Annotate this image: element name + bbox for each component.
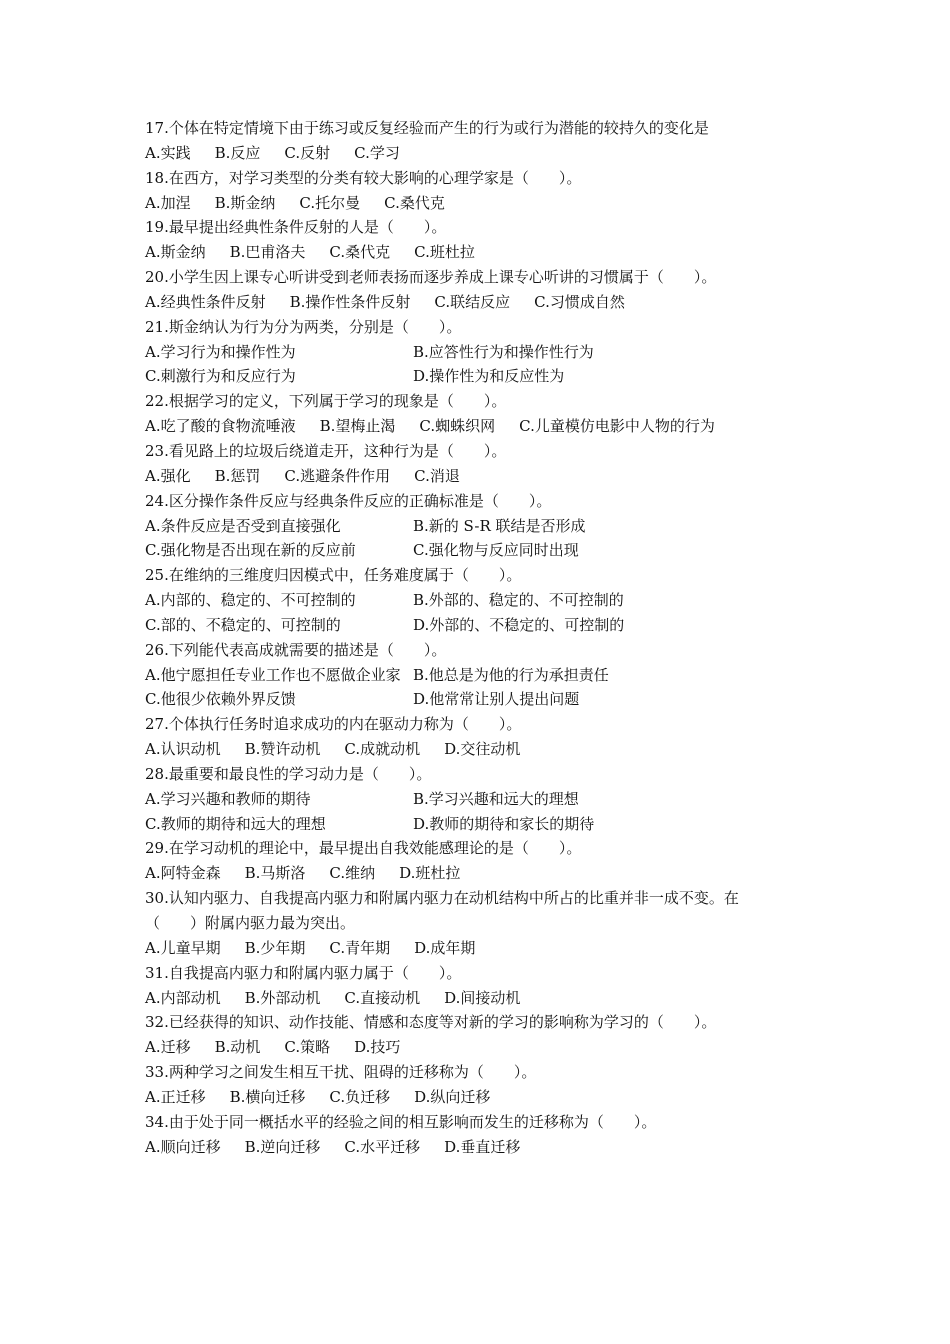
answer-option: B.巴甫洛夫 — [229, 243, 306, 262]
question-item — [145, 836, 815, 886]
answer-option: B.动机 — [214, 1038, 261, 1057]
option-row — [145, 464, 815, 489]
answer-option: A.迁移 — [145, 1038, 191, 1057]
answer-option: C.儿童模仿电影中人物的行为 — [519, 417, 715, 436]
question-stem: 19.最早提出经典性条件反射的人是（ ）。 — [145, 218, 447, 237]
question-item — [145, 1060, 815, 1110]
answer-option: C.学习 — [354, 143, 400, 162]
answer-option: B.逆向迁移 — [244, 1137, 321, 1156]
option-row — [145, 936, 815, 961]
option-row — [145, 1035, 815, 1060]
question-item — [145, 638, 815, 713]
option-row — [145, 141, 815, 166]
question-stem: 28.最重要和最良性的学习动力是（ ）。 — [145, 764, 432, 783]
option-row — [145, 191, 815, 216]
answer-option: A.经典性条件反射 — [145, 292, 266, 311]
answer-option: C.青年期 — [329, 938, 391, 957]
answer-option: D.技巧 — [354, 1038, 401, 1057]
question-stem: （ ）附属内驱力最为突出。 — [145, 914, 356, 932]
answer-option: B.斯金纳 — [214, 193, 276, 212]
question-stem: 21.斯金纳认为行为分为两类，分别是（ ）。 — [145, 317, 462, 336]
question-list — [145, 116, 815, 1159]
question-stem: 26.下列能代表高成就需要的描述是（ ）。 — [145, 640, 447, 659]
answer-option: C.反射 — [284, 143, 331, 162]
question-stem: 22.根据学习的定义，下列属于学习的现象是（ ）。 — [145, 392, 507, 411]
question-item — [145, 712, 815, 762]
question-item — [145, 116, 815, 166]
question-stem: 18.在西方，对学习类型的分类有较大影响的心理学家是（ ）。 — [145, 168, 582, 187]
question-stem: 30.认知内驱力、自我提高内驱力和附属内驱力在动机结构中所占的比重并非一成不变。在 — [145, 889, 739, 908]
answer-option: C.部的、不稳定的、可控制的 — [145, 615, 341, 634]
answer-option: A.正迁移 — [145, 1087, 206, 1106]
question-stem: 24.区分操作条件反应与经典条件反应的正确标准是（ ）。 — [145, 491, 552, 510]
answer-option: D.操作性为和反应性为 — [413, 367, 565, 386]
answer-option: D.班杜拉 — [399, 864, 461, 883]
answer-option: A.阿特金森 — [145, 864, 221, 883]
option-row — [145, 588, 815, 613]
question-item — [145, 389, 815, 439]
answer-option: C.消退 — [414, 466, 460, 485]
option-row — [145, 787, 815, 812]
question-item — [145, 489, 815, 564]
answer-option: C.教师的期待和远大的理想 — [145, 814, 326, 833]
answer-option: C.逃避条件作用 — [284, 466, 391, 485]
option-row — [145, 1135, 815, 1160]
answer-option: B.少年期 — [244, 938, 306, 957]
answer-option: A.条件反应是否受到直接强化 — [145, 516, 341, 535]
answer-option: B.应答性行为和操作性行为 — [413, 342, 594, 361]
option-row — [145, 737, 815, 762]
answer-option: A.内部的、稳定的、不可控制的 — [145, 591, 356, 610]
answer-option: D.教师的期待和家长的期待 — [413, 814, 595, 833]
answer-option: B.反应 — [214, 143, 261, 162]
answer-option: A.加涅 — [145, 193, 191, 212]
answer-option: B.马斯洛 — [244, 864, 306, 883]
question-item — [145, 215, 815, 265]
answer-option: B.赞许动机 — [244, 740, 321, 759]
answer-option: C.桑代克 — [384, 193, 445, 212]
option-row — [145, 340, 815, 365]
question-stem: 34.由于处于同一概括水平的经验之间的相互影响而发生的迁移称为（ ）。 — [145, 1112, 657, 1131]
answer-option: A.吃了酸的食物流唾液 — [145, 417, 296, 436]
option-row — [145, 861, 815, 886]
option-row — [145, 290, 815, 315]
answer-option: C.他很少依赖外界反馈 — [145, 690, 296, 709]
answer-option: D.交往动机 — [444, 740, 521, 759]
answer-option: A.认识动机 — [145, 740, 221, 759]
answer-option: B.望梅止渴 — [319, 417, 396, 436]
answer-option: A.他宁愿担任专业工作也不愿做企业家 — [145, 665, 401, 684]
answer-option: C.联结反应 — [434, 292, 511, 311]
option-row — [145, 687, 815, 712]
answer-option: C.蜘蛛织网 — [419, 417, 496, 436]
question-item — [145, 439, 815, 489]
answer-option: A.儿童早期 — [145, 938, 221, 957]
option-row — [145, 613, 815, 638]
answer-option: A.强化 — [145, 466, 191, 485]
option-row — [145, 812, 815, 837]
question-stem: 25.在维纳的三维度归因模式中，任务难度属于（ ）。 — [145, 566, 522, 585]
answer-option: C.水平迁移 — [344, 1137, 421, 1156]
question-stem: 27.个体执行任务时追求成功的内在驱动力称为（ ）。 — [145, 715, 522, 734]
answer-option: B.学习兴趣和远大的理想 — [413, 789, 579, 808]
answer-option: A.顺向迁移 — [145, 1137, 221, 1156]
option-row — [145, 414, 815, 439]
answer-option: B.操作性条件反射 — [289, 292, 411, 311]
answer-option: C.强化物是否出现在新的反应前 — [145, 541, 356, 560]
answer-option: D.成年期 — [414, 938, 476, 957]
option-row — [145, 514, 815, 539]
question-item — [145, 1110, 815, 1160]
option-row — [145, 1085, 815, 1110]
answer-option: C.维纳 — [329, 864, 376, 883]
question-item — [145, 166, 815, 216]
question-stem: 32.已经获得的知识、动作技能、情感和态度等对新的学习的影响称为学习的（ ）。 — [145, 1013, 717, 1032]
question-item — [145, 1010, 815, 1060]
option-row — [145, 538, 815, 563]
option-row — [145, 663, 815, 688]
answer-option: C.成就动机 — [344, 740, 421, 759]
answer-option: B.横向迁移 — [229, 1087, 306, 1106]
answer-option: A.斯金纳 — [145, 243, 206, 262]
answer-option: A.内部动机 — [145, 988, 221, 1007]
option-row — [145, 240, 815, 265]
answer-option: C.习惯成自然 — [534, 292, 625, 311]
answer-option: C.强化物与反应同时出现 — [413, 541, 579, 560]
answer-option: C.刺激行为和反应行为 — [145, 367, 296, 386]
answer-option: A.实践 — [145, 143, 191, 162]
question-stem: 29.在学习动机的理论中，最早提出自我效能感理论的是（ ）。 — [145, 839, 582, 858]
answer-option: C.托尔曼 — [299, 193, 361, 212]
question-item — [145, 315, 815, 390]
answer-option: A.学习行为和操作性为 — [145, 342, 296, 361]
answer-option: C.策略 — [284, 1038, 331, 1057]
question-item — [145, 886, 815, 961]
answer-option: B.他总是为他的行为承担责任 — [413, 665, 609, 684]
answer-option: B.外部动机 — [244, 988, 321, 1007]
question-item — [145, 762, 815, 837]
answer-option: D.他常常让别人提出问题 — [413, 690, 580, 709]
question-stem: 23.看见路上的垃圾后绕道走开，这种行为是（ ）。 — [145, 441, 507, 460]
answer-option: D.外部的、不稳定的、可控制的 — [413, 615, 625, 634]
answer-option: D.垂直迁移 — [444, 1137, 521, 1156]
question-stem: 20.小学生因上课专心听讲受到老师表扬而逐步养成上课专心听讲的习惯属于（ ）。 — [145, 268, 717, 287]
answer-option: B.新的 S-R 联结是否形成 — [413, 516, 586, 535]
answer-option: C.负迁移 — [329, 1087, 391, 1106]
answer-option: B.惩罚 — [214, 466, 261, 485]
answer-option: B.外部的、稳定的、不可控制的 — [413, 591, 624, 610]
answer-option: D.间接动机 — [444, 988, 521, 1007]
question-item — [145, 563, 815, 638]
answer-option: A.学习兴趣和教师的期待 — [145, 789, 311, 808]
option-row — [145, 364, 815, 389]
question-stem: 33.两种学习之间发生相互干扰、阻碍的迁移称为（ ）。 — [145, 1063, 537, 1082]
answer-option: C.直接动机 — [344, 988, 421, 1007]
option-row — [145, 986, 815, 1011]
answer-option: D.纵向迁移 — [414, 1087, 491, 1106]
question-item — [145, 961, 815, 1011]
question-item — [145, 265, 815, 315]
answer-option: C.桑代克 — [329, 243, 391, 262]
question-stem: 17.个体在特定情境下由于练习或反复经验而产生的行为或行为潜能的较持久的变化是 — [145, 119, 709, 137]
answer-option: C.班杜拉 — [414, 243, 475, 262]
question-stem: 31.自我提高内驱力和附属内驱力属于（ ）。 — [145, 963, 462, 982]
